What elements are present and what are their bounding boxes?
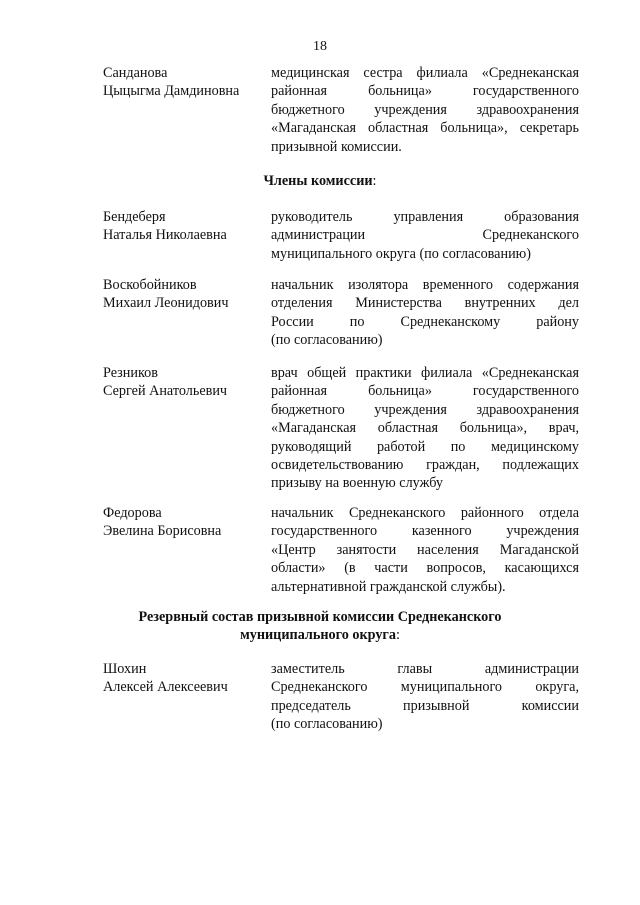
heading-colon: : (395, 627, 400, 644)
person-role (271, 276, 579, 350)
role-line: заместитель главы администрации (271, 661, 579, 677)
reserve-heading-line: Резервный состав призывной комиссии Среднеканского (138, 609, 502, 625)
role-line: бюджетного учреждения здравоохранения (271, 401, 579, 418)
role-line: руководящий работой по медицинскому (271, 438, 579, 455)
role-line: Среднеканского муниципального округа, (271, 679, 579, 696)
surname: Бендеберя (103, 209, 166, 225)
person-role (271, 504, 579, 596)
given-names: Алексей Алексеевич (103, 679, 228, 696)
members-heading-text: Члены комиссии (263, 173, 373, 189)
person-role (271, 660, 579, 734)
role-line: альтернативной гражданской службы). (271, 578, 506, 595)
person-name (103, 276, 268, 313)
surname: Резников (103, 365, 158, 381)
person-name (103, 364, 268, 401)
page-number: 18 (313, 39, 327, 54)
person-name (103, 660, 268, 697)
role-line: бюджетного учреждения здравоохранения (271, 101, 579, 118)
role-line: призыву на военную службу (271, 475, 443, 492)
person-role (271, 364, 579, 493)
role-line: государственного казенного учреждения (271, 523, 579, 540)
surname: Федорова (103, 505, 162, 521)
person-name (103, 208, 268, 245)
role-line: освидетельствованию граждан, подлежащих (271, 457, 579, 474)
role-line: председатель призывной комиссии (271, 697, 579, 714)
role-line: начальник Среднеканского районного отдела (271, 505, 579, 521)
role-line: районная больница» государственного (271, 383, 579, 400)
heading-colon: : (372, 173, 377, 189)
given-names: Эвелина Борисовна (103, 523, 222, 540)
role-line: врач общей практики филиала «Среднеканская (271, 365, 579, 381)
role-line: районная больница» государственного (271, 83, 579, 100)
role-line: руководитель управления образования (271, 209, 579, 225)
role-line: медицинская сестра филиала «Среднеканская (271, 65, 579, 81)
reserve-heading-line (0, 626, 640, 644)
person-role (271, 64, 579, 156)
given-names: Михаил Леонидович (103, 295, 229, 312)
surname: Санданова (103, 65, 168, 81)
surname: Воскобойников (103, 277, 197, 293)
role-line: муниципального округа (по согласованию) (271, 245, 531, 262)
reserve-heading-text: муниципального округа (240, 627, 396, 644)
role-line: (по согласованию) (271, 332, 383, 349)
reserve-heading (0, 608, 640, 645)
given-names: Наталья Николаевна (103, 227, 227, 244)
person-name (103, 504, 268, 541)
role-line: «Магаданская областная больница», секретарь (271, 120, 579, 137)
role-line: «Магаданская областная больница», врач, (271, 420, 579, 437)
role-line: начальник изолятора временного содержания (271, 277, 579, 293)
person-name (103, 64, 268, 101)
person-role (271, 208, 579, 263)
role-line: России по Среднеканскому району (271, 313, 579, 330)
role-line: призывной комиссии. (271, 138, 402, 155)
role-line: (по согласованию) (271, 716, 383, 733)
role-line: отделения Министерства внутренних дел (271, 295, 579, 312)
role-line: области» (в части вопросов, касающихся (271, 560, 579, 577)
given-names: Цыцыгма Дамдиновна (103, 83, 240, 100)
role-line: «Центр занятости населения Магаданской (271, 541, 579, 558)
surname: Шохин (103, 661, 147, 677)
role-line: администрации Среднеканского (271, 227, 579, 244)
given-names: Сергей Анатольевич (103, 383, 228, 400)
members-heading (0, 172, 640, 190)
